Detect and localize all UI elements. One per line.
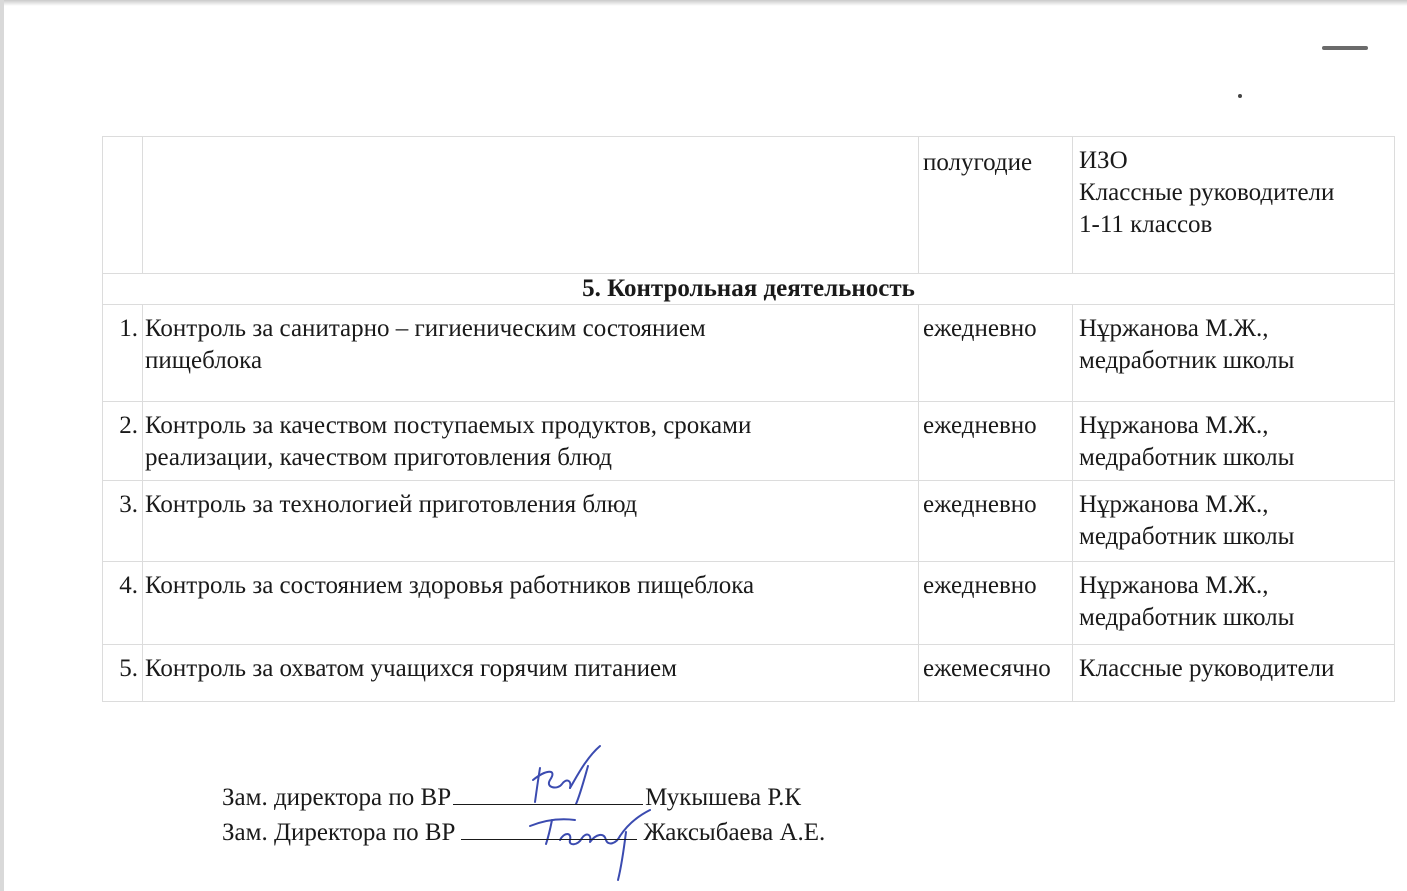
row-text-cell	[143, 562, 919, 645]
signature-line	[222, 815, 825, 850]
control-activity-table	[102, 136, 1395, 702]
row-number: 1.	[103, 305, 143, 402]
row-text-line: Контроль за качеством поступаемых продуктов, сроками	[145, 412, 752, 439]
signature-role: Зам. директора по ВР	[222, 784, 452, 811]
row-responsible-cell	[1073, 402, 1395, 481]
row-responsible-cell	[1073, 562, 1395, 645]
signature-block	[222, 780, 825, 850]
row-responsible-cell	[1073, 481, 1395, 562]
row-responsible-line: Нұржанова М.Ж.,	[1079, 491, 1269, 518]
row-text-line: реализации, качеством приготовления блюд	[145, 444, 612, 471]
row-responsible-cell	[1073, 305, 1395, 402]
signature-line	[222, 780, 825, 815]
table-row	[103, 481, 1395, 562]
row-text-cell	[143, 137, 919, 274]
signature-blank	[453, 782, 643, 805]
page-top-edge	[0, 0, 1407, 6]
row-number: 3.	[103, 481, 143, 562]
row-responsible-line: ИЗО	[1079, 147, 1128, 174]
row-responsible-line: медработник школы	[1079, 444, 1295, 471]
signature-name: Жаксыбаева А.Е.	[643, 819, 826, 846]
table-row	[103, 305, 1395, 402]
row-number-cell	[103, 137, 143, 274]
signature-role: Зам. Директора по ВР	[222, 819, 456, 846]
row-period: ежедневно	[919, 562, 1073, 645]
row-period: ежедневно	[919, 305, 1073, 402]
row-responsible-line: медработник школы	[1079, 347, 1295, 374]
row-responsible-cell	[1073, 137, 1395, 274]
row-responsible-line: медработник школы	[1079, 523, 1295, 550]
row-responsible-line: Нұржанова М.Ж.,	[1079, 572, 1269, 599]
table-row	[103, 562, 1395, 645]
signature-blank	[461, 817, 637, 840]
row-number: 2.	[103, 402, 143, 481]
row-period: ежемесячно	[919, 645, 1073, 702]
section-header-row	[103, 274, 1395, 305]
row-text-line: Контроль за санитарно – гигиеническим состоянием	[145, 315, 706, 342]
scan-dot-mark	[1238, 94, 1242, 98]
row-responsible-cell	[1073, 645, 1395, 702]
scan-dash-mark	[1322, 46, 1368, 50]
row-responsible-line: 1-11 классов	[1079, 211, 1213, 238]
row-period: полугодие	[923, 149, 1033, 176]
row-number: 5.	[103, 645, 143, 702]
row-text-line: Контроль за технологией приготовления блюд	[145, 491, 638, 518]
section-title: 5. Контрольная деятельность	[103, 274, 1395, 305]
row-number: 4.	[103, 562, 143, 645]
row-text-cell	[143, 481, 919, 562]
signature-name: Мукышева Р.К	[645, 784, 802, 811]
row-text-line: Контроль за охватом учащихся горячим питанием	[145, 655, 677, 682]
table-row	[103, 645, 1395, 702]
row-period-cell	[919, 137, 1073, 274]
row-responsible-line: Классные руководители	[1079, 179, 1335, 206]
row-text-cell	[143, 645, 919, 702]
row-responsible-line: медработник школы	[1079, 604, 1295, 631]
table-row	[103, 402, 1395, 481]
row-text-line: пищеблока	[145, 347, 263, 374]
row-responsible-line: Нұржанова М.Ж.,	[1079, 315, 1269, 342]
row-text-line: Контроль за состоянием здоровья работников пищеблока	[145, 572, 755, 599]
row-text-cell	[143, 402, 919, 481]
row-responsible-line: Классные руководители	[1079, 655, 1335, 682]
row-period: ежедневно	[919, 481, 1073, 562]
row-text-cell	[143, 305, 919, 402]
row-period: ежедневно	[919, 402, 1073, 481]
table-row-continuation	[103, 137, 1395, 274]
page-left-edge	[0, 0, 4, 891]
row-responsible-line: Нұржанова М.Ж.,	[1079, 412, 1269, 439]
